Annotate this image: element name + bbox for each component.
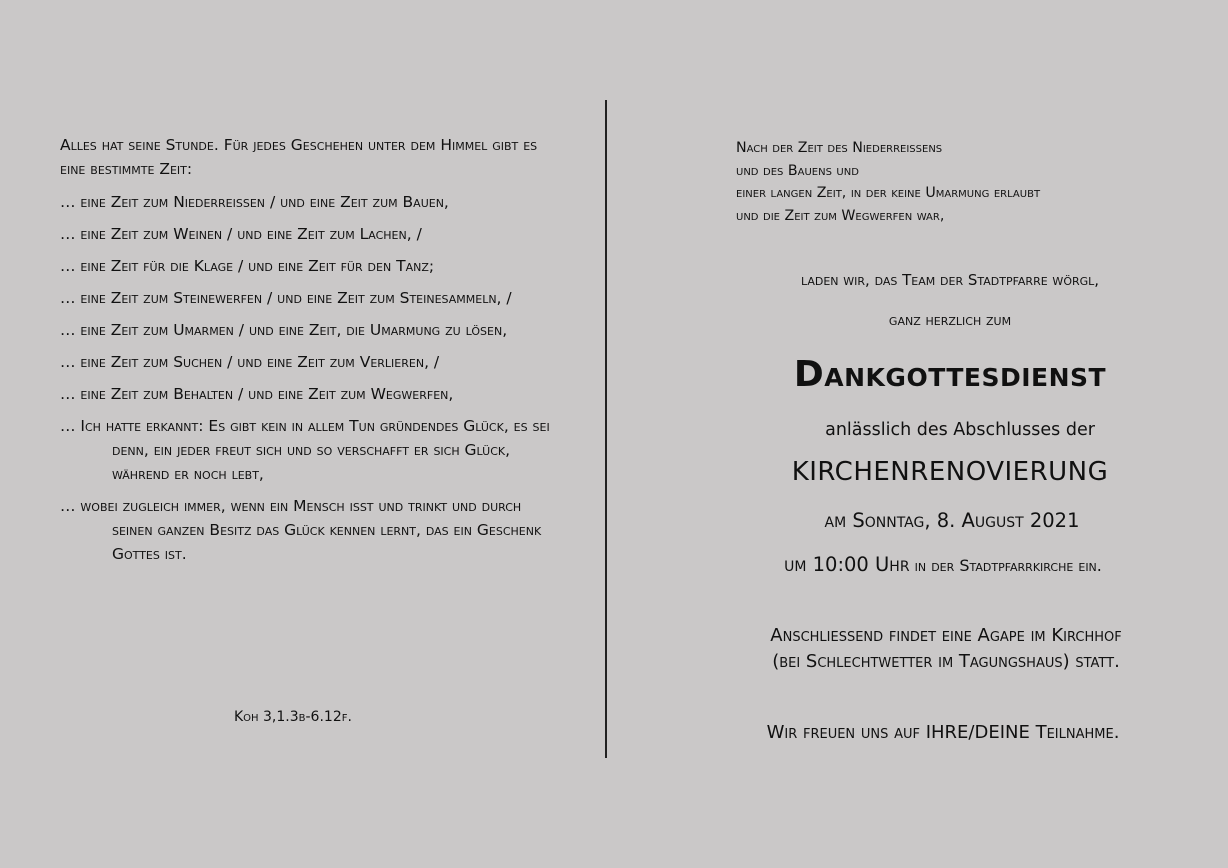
- invite-line-team: laden wir, das Team der Stadtpfarre wörgl,: [800, 271, 1100, 289]
- invitation-intro: [736, 137, 1156, 227]
- verse-line: … eine Zeit zum Umarmen / und eine Zeit, die Umarmung zu lösen,: [60, 321, 508, 339]
- event-time: um 10:00 Uhr: [784, 553, 910, 576]
- occasion-text: anlässlich des Abschlusses der: [825, 420, 1095, 440]
- intro-line: einer langen Zeit, in der keine Umarmung erlaubt: [736, 185, 1041, 201]
- verse-line: … eine Zeit zum Niederreißen / und eine Zeit zum Bauen,: [60, 193, 449, 211]
- passage-intro: Alles hat seine Stunde. Für jedes Geschehen unter dem Himmel gibt es eine bestimmte Zeit:: [60, 136, 538, 178]
- invite-line-welcome: ganz herzlich zum: [888, 311, 1012, 329]
- event-time-place: [683, 553, 1203, 576]
- event-place: in der Stadtpfarrkirche ein.: [909, 556, 1102, 575]
- page-fold-divider: [605, 100, 607, 758]
- event-date: am Sonntag, 8. August 2021: [824, 509, 1080, 532]
- closing-emphasis: IHRE/DEINE: [925, 722, 1030, 743]
- intro-line: und des Bauens und: [736, 162, 859, 179]
- verse-line: … eine Zeit für die Klage / und eine Zeit für den Tanz;: [60, 257, 435, 275]
- closing-text: Wir freuen uns auf: [766, 722, 926, 743]
- intro-line: Nach der Zeit des Niederreißens: [736, 140, 943, 156]
- verse-line: … Ich hatte erkannt: Es gibt kein in allem Tun gründendes Glück, es sei denn, ein jeder freut sich und so verschafft er sich Glück, während er noch lebt,: [60, 417, 550, 483]
- agape-line: (bei Schlechtwetter im Tagungshaus) statt.: [772, 651, 1120, 672]
- service-title: Dankgottesdienst: [793, 354, 1107, 395]
- intro-line: und die Zeit zum Wegwerfen war,: [736, 207, 945, 224]
- event-name: KIRCHENRENOVIERUNG: [791, 457, 1109, 487]
- verse-line: … eine Zeit zum Suchen / und eine Zeit zum Verlieren, /: [60, 353, 440, 371]
- verse-line: … eine Zeit zum Weinen / und eine Zeit zum Lachen, /: [60, 225, 422, 243]
- bible-citation: Koh 3,1.3b-6.12f.: [234, 709, 352, 725]
- verse-line: … eine Zeit zum Steinewerfen / und eine Zeit zum Steinesammeln, /: [60, 289, 512, 307]
- bible-passage: [60, 133, 560, 725]
- closing-line: [683, 722, 1203, 743]
- agape-line: Anschließend findet eine Agape im Kirchhof: [770, 625, 1122, 646]
- closing-text: Teilnahme.: [1029, 722, 1120, 743]
- verse-line: … eine Zeit zum Behalten / und eine Zeit zum Wegwerfen,: [60, 385, 454, 403]
- verse-line: … wobei zugleich immer, wenn ein Mensch isst und trinkt und durch seinen ganzen Besitz das Glück kennen lernt, das ein Geschenk Gottes ist.: [60, 497, 542, 563]
